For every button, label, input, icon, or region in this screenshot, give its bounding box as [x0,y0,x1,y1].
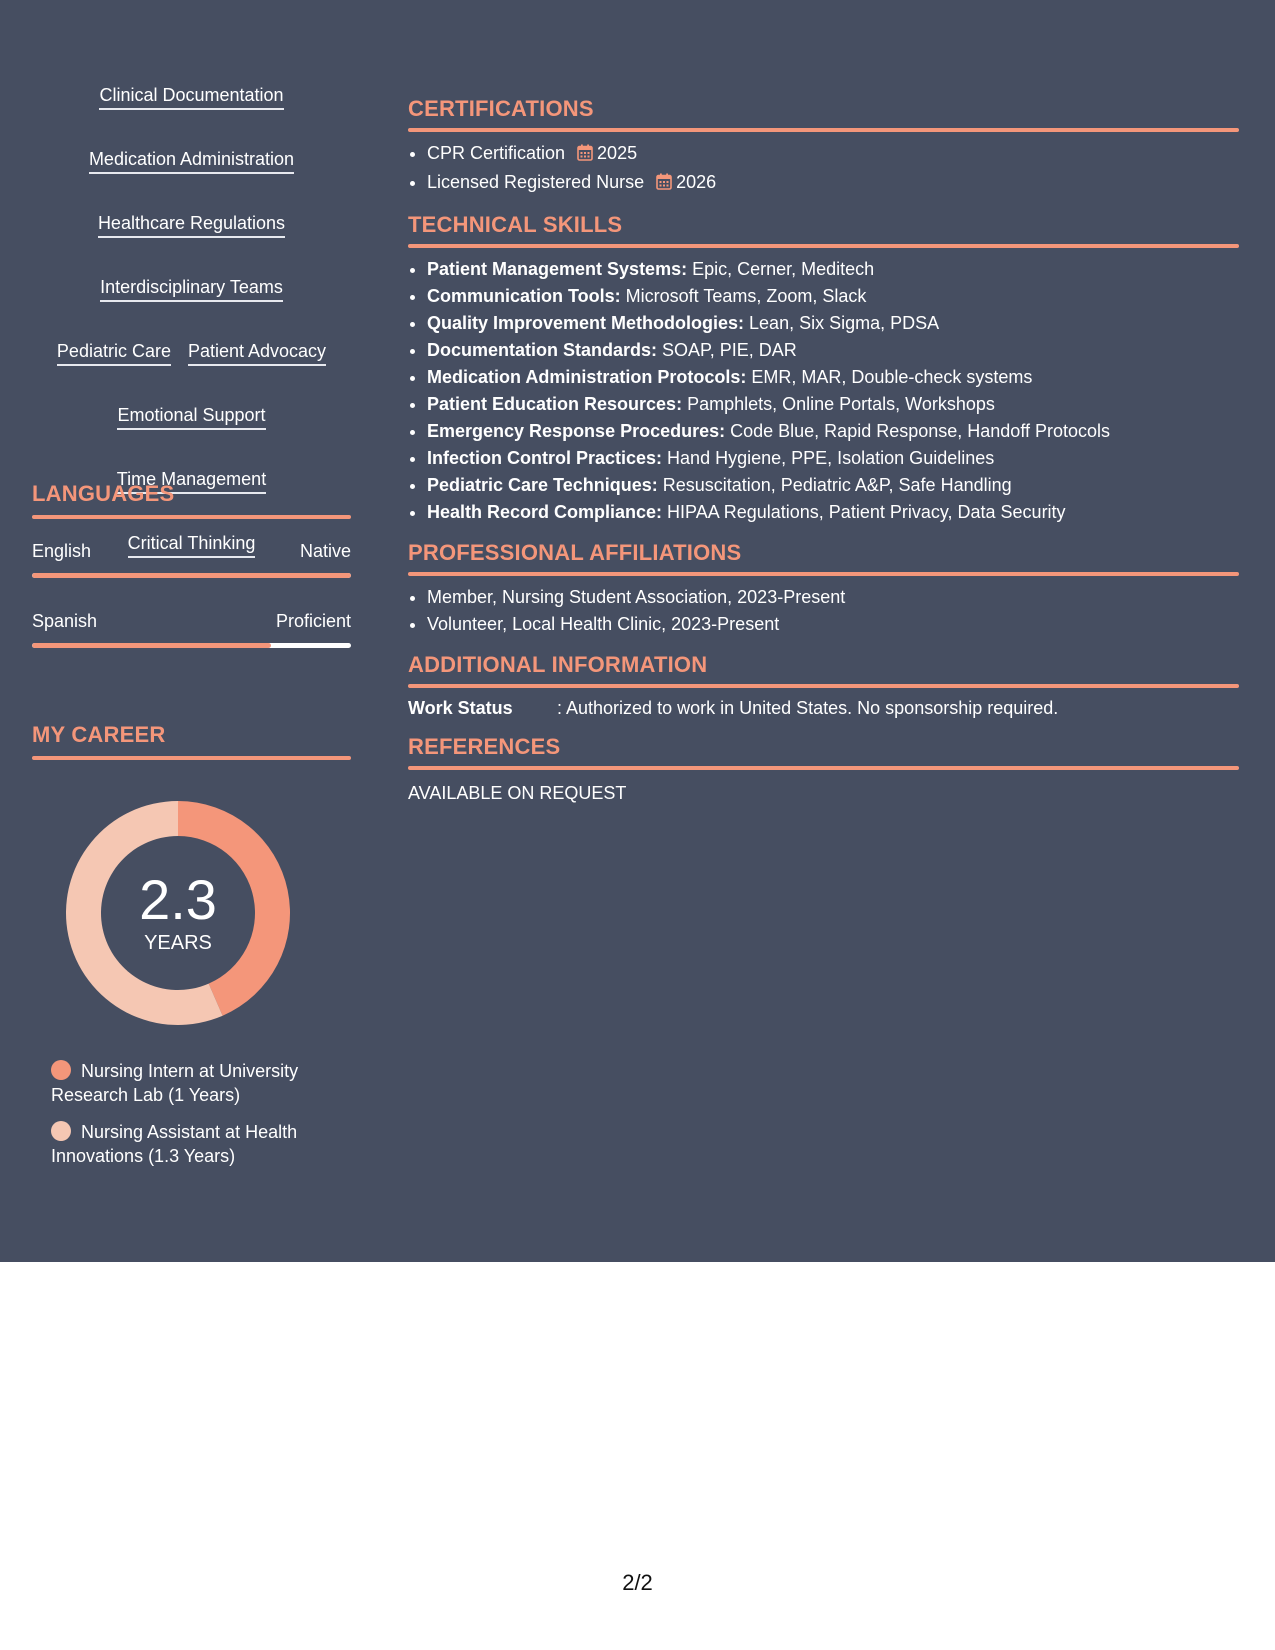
technical-skill-item [427,337,1239,364]
skill-category: Emergency Response Procedures: [427,421,726,441]
skill-values: Epic, Cerner, Meditech [687,259,875,279]
skill-tag: Healthcare Regulations [98,212,285,238]
skill-values: Pamphlets, Online Portals, Workshops [682,394,995,414]
section-divider [408,766,1239,770]
skill-tag: Interdisciplinary Teams [100,276,283,302]
career-total-value: 2.3 [139,868,217,931]
section-divider [408,244,1239,248]
certification-year: 2026 [676,172,717,192]
skill-tag: Patient Advocacy [188,340,326,366]
section-divider [408,572,1239,576]
affiliation-item: • Volunteer, Local Health Clinic, 2023-Present [427,611,1239,638]
calendar-icon [577,142,593,169]
additional-info-section [408,652,1239,720]
technical-skill-item [427,472,1239,499]
career-legend-label: Nursing Assistant at Health Innovations (1.3 Years) [51,1122,298,1166]
affiliations-section [408,540,1239,638]
skill-category: Health Record Compliance: [427,502,663,522]
skill-values: Hand Hygiene, PPE, Isolation Guidelines [662,448,995,468]
skill-category: Documentation Standards: [427,340,658,360]
technical-skills-section [408,212,1239,526]
language-level: Proficient [275,611,351,631]
technical-skill-item [427,499,1239,526]
references-title: REFERENCES [408,734,561,759]
certification-item [427,169,1239,198]
skill-tag: Clinical Documentation [99,84,283,110]
skill-category: Quality Improvement Methodologies: [427,313,745,333]
skill-category: Medication Administration Protocols: [427,367,747,387]
legend-dot-icon [51,1060,71,1080]
skill-values: SOAP, PIE, DAR [657,340,797,360]
certifications-list [408,140,1239,198]
career-section [32,722,351,1166]
language-level-bar [32,573,351,578]
section-divider [408,128,1239,132]
references-text: AVAILABLE ON REQUEST [408,783,627,803]
career-donut-chart [66,801,290,1025]
section-divider [32,515,351,519]
section-divider [32,756,351,760]
affiliations-title: PROFESSIONAL AFFILIATIONS [408,540,742,565]
language-level-fill [32,643,271,648]
affiliations-list [408,584,1239,638]
skill-values: Lean, Six Sigma, PDSA [744,313,940,333]
technical-skill-item [427,445,1239,472]
career-total-unit: YEARS [144,932,212,954]
section-divider [408,684,1239,688]
career-legend-label: Nursing Intern at University Research Lab (1 Years) [51,1061,299,1105]
certifications-title: CERTIFICATIONS [408,96,594,121]
skill-category: Patient Management Systems: [427,259,688,279]
affiliation-item: • Member, Nursing Student Association, 2023-Present [427,584,1239,611]
skill-tag: Critical Thinking [128,532,256,558]
language-name: Spanish [32,611,98,631]
technical-skills-title: TECHNICAL SKILLS [408,212,623,237]
skill-category: Patient Education Resources: [427,394,683,414]
skill-values: Resuscitation, Pediatric A&P, Safe Handling [657,475,1012,495]
technical-skill-item [427,256,1239,283]
technical-skill-item [427,418,1239,445]
language-item [32,610,351,648]
skill-values: Microsoft Teams, Zoom, Slack [620,286,867,306]
skill-category: Infection Control Practices: [427,448,663,468]
main-content [408,96,1239,819]
technical-skill-item [427,364,1239,391]
skill-tag: Emotional Support [117,404,265,430]
career-title: MY CAREER [32,722,166,747]
certification-year: 2025 [597,143,638,163]
technical-skill-item [427,310,1239,337]
certification-name: CPR Certification [427,143,566,163]
languages-title: LANGUAGES [32,481,175,506]
page-number: 2/2 [622,1570,653,1595]
career-legend-item [51,1059,341,1107]
additional-info-title: ADDITIONAL INFORMATION [408,652,708,677]
legend-dot-icon [51,1121,71,1141]
skill-tag: Pediatric Care [57,340,171,366]
certification-item [427,140,1239,169]
career-legend-item [51,1120,341,1168]
language-name: English [32,541,92,561]
skill-category: Communication Tools: [427,286,621,306]
calendar-icon [656,171,672,198]
skill-tag: Time Management [117,468,266,494]
skill-tag: Medication Administration [89,148,294,174]
language-level-bar [32,643,351,648]
skill-category: Pediatric Care Techniques: [427,475,658,495]
language-item [32,540,351,578]
technical-skill-item [427,391,1239,418]
technical-skills-list [408,256,1239,526]
languages-section [32,481,351,648]
language-level-fill [32,573,351,578]
skill-values: Code Blue, Rapid Response, Handoff Protocols [725,421,1111,441]
skill-values: EMR, MAR, Double-check systems [746,367,1033,387]
work-status-row [408,696,1239,720]
references-section [408,734,1239,805]
technical-skill-item [427,283,1239,310]
skill-values: HIPAA Regulations, Patient Privacy, Data Security [662,502,1066,522]
certification-name: Licensed Registered Nurse [427,172,645,192]
work-status-value: : Authorized to work in United States. No sponsorship required. [557,698,1059,718]
career-legend [51,1059,341,1181]
language-level: Native [299,541,351,561]
certifications-section [408,96,1239,198]
work-status-label: Work Status [408,698,513,718]
